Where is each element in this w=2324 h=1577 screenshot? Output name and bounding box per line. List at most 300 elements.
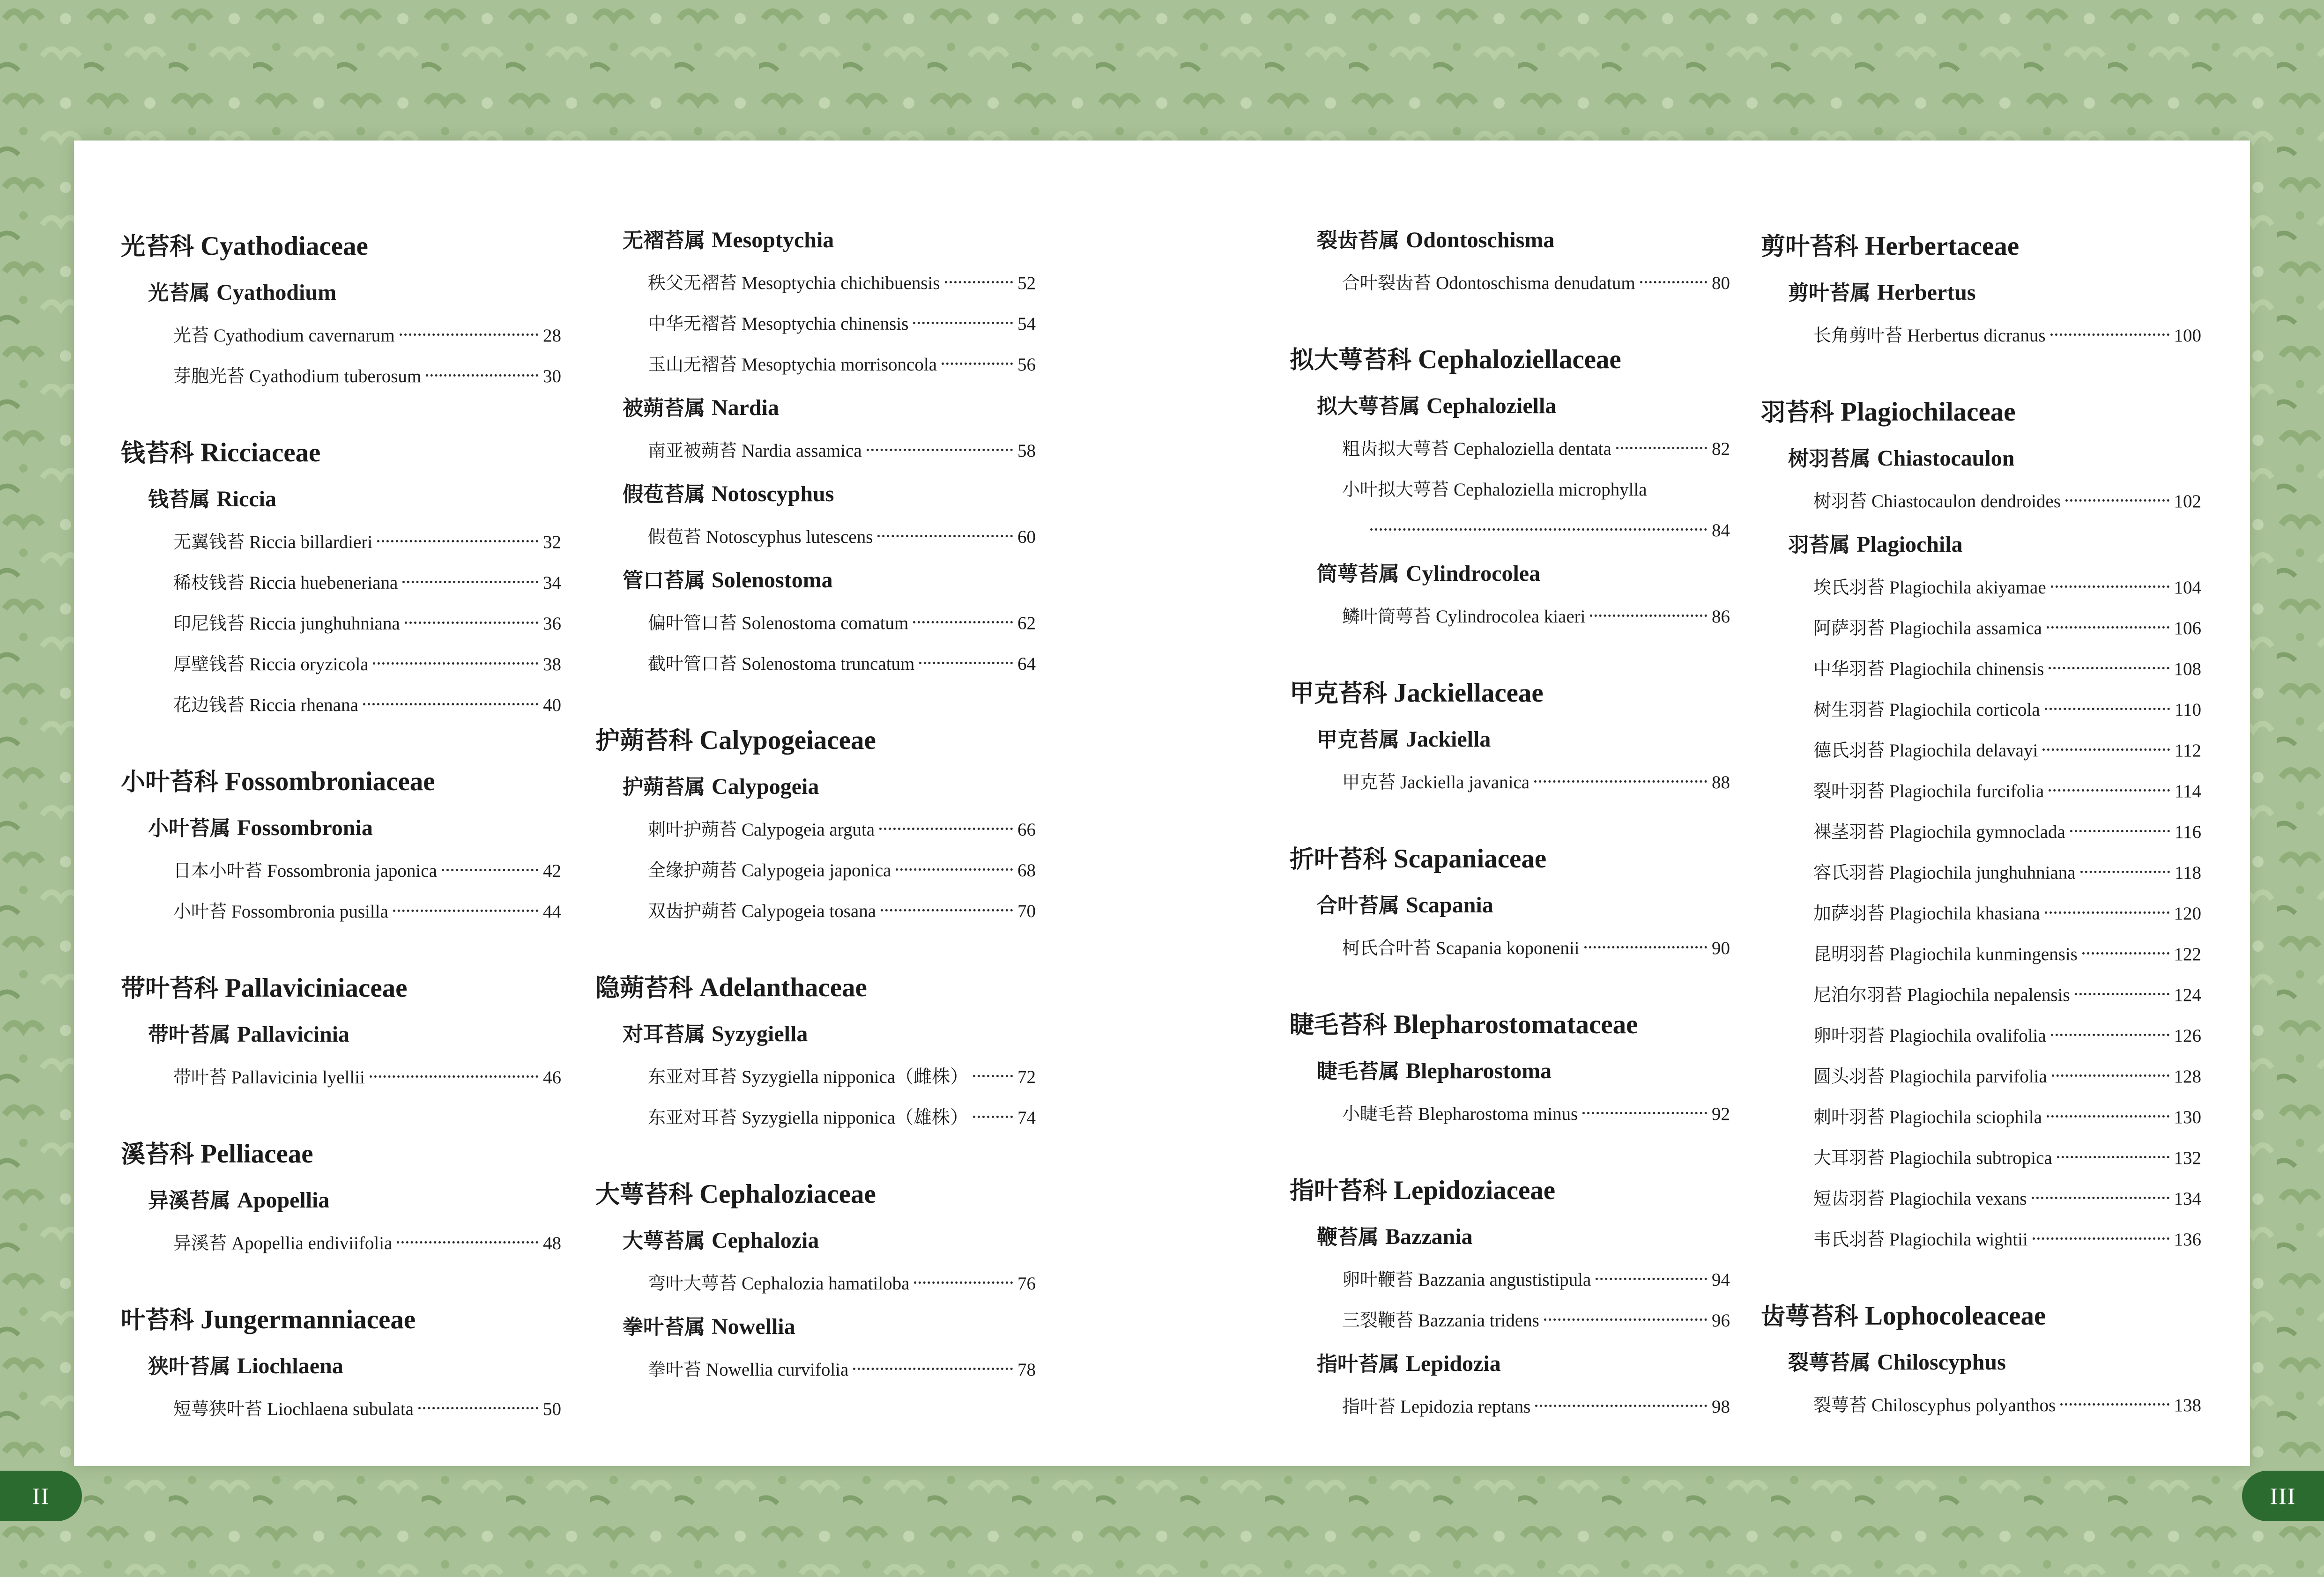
genus-heading — [1290, 1341, 1730, 1386]
dot-leader — [405, 622, 538, 624]
family-heading — [1290, 1167, 1730, 1214]
toc-entry[interactable] — [595, 517, 1036, 557]
family-heading — [1761, 223, 2201, 270]
species-name-latin: Plagiochila kunmingensis — [1889, 944, 2078, 964]
toc-entry[interactable] — [1761, 689, 2201, 730]
family-name-latin: Calypogeiaceae — [699, 726, 876, 755]
section-spacer — [1290, 1134, 1730, 1167]
family-name-latin: Lepidoziaceae — [1394, 1176, 1556, 1205]
genus-name-cn: 大萼苔属 — [623, 1229, 705, 1253]
species-name-latin: Odontoschisma denudatum — [1436, 273, 1635, 293]
species-name-latin: Pallavicinia lyellii — [231, 1067, 365, 1088]
page-ref: 104 — [2174, 577, 2201, 598]
genus-name-latin: Bazzania — [1385, 1224, 1473, 1249]
genus-name-latin: Cephaloziella — [1426, 393, 1557, 418]
page-number-left: II — [0, 1471, 82, 1521]
species-name-cn: 小叶苔 — [173, 901, 227, 922]
genus-name-cn: 异溪苔属 — [148, 1189, 230, 1213]
toc-entry[interactable] — [121, 1223, 561, 1264]
genus-heading — [121, 270, 561, 315]
dot-leader — [942, 363, 1013, 365]
genus-name-cn: 拳叶苔属 — [623, 1315, 705, 1339]
family-name-latin: Pelliaceae — [200, 1139, 313, 1169]
species-name-latin: Nowellia curvifolia — [706, 1360, 849, 1380]
genus-heading — [1761, 522, 2201, 567]
page-ref: 90 — [1712, 938, 1730, 958]
genus-name-cn: 小叶苔属 — [148, 816, 230, 840]
toc-entry[interactable] — [595, 1097, 1036, 1138]
species-name-latin: Calypogeia japonica — [742, 860, 891, 881]
page-ref: 116 — [2174, 822, 2201, 842]
species-name-latin: Plagiochila chinensis — [1889, 659, 2044, 679]
toc-entry[interactable] — [121, 603, 561, 644]
dot-leader — [919, 662, 1013, 664]
page-ref: 60 — [1017, 527, 1036, 547]
toc-entry[interactable] — [1761, 567, 2201, 608]
species-name-latin: Blepharostoma minus — [1418, 1104, 1578, 1124]
page-ref: 120 — [2174, 903, 2201, 924]
species-name-cn: 无翼钱苔 — [173, 532, 245, 552]
species-name-cn: 弯叶大萼苔 — [648, 1273, 737, 1294]
genus-heading — [121, 476, 561, 522]
dot-leader — [1616, 447, 1707, 449]
family-name-cn: 睫毛苔科 — [1290, 1011, 1388, 1039]
genus-heading — [121, 805, 561, 851]
genus-heading — [595, 217, 1036, 263]
page-ref: 44 — [543, 902, 561, 922]
family-name-cn: 大萼苔科 — [595, 1181, 693, 1209]
toc-entry[interactable] — [1761, 1097, 2201, 1138]
genus-heading — [595, 471, 1036, 517]
genus-name-latin: Riccia — [216, 487, 276, 511]
toc-entry[interactable] — [1290, 1259, 1730, 1300]
toc-entry[interactable] — [1290, 263, 1730, 304]
genus-name-latin: Lepidozia — [1406, 1351, 1501, 1376]
family-heading — [595, 964, 1036, 1011]
toc-entry[interactable] — [1290, 1300, 1730, 1341]
species-name-latin: Bazzania tridens — [1418, 1310, 1539, 1331]
species-name-cn: 短齿羽苔 — [1813, 1188, 1885, 1209]
page-ref: 42 — [543, 861, 561, 881]
species-name-cn: 容氏羽苔 — [1813, 862, 1885, 883]
species-name-cn: 异溪苔 — [173, 1233, 227, 1253]
page-ref: 52 — [1017, 273, 1036, 293]
page-ref: 74 — [1017, 1108, 1036, 1128]
dot-leader — [2075, 993, 2169, 995]
toc-entry[interactable] — [595, 1057, 1036, 1097]
genus-name-latin: Herbertus — [1877, 280, 1976, 305]
family-name-latin: Jackiellaceae — [1394, 678, 1544, 708]
species-name-cn: 埃氏羽苔 — [1813, 577, 1885, 598]
genus-name-cn: 筒萼苔属 — [1317, 562, 1399, 586]
toc-entry[interactable] — [1761, 649, 2201, 689]
species-name-latin: Syzygiella nipponica（雄株） — [742, 1108, 969, 1128]
species-name-cn: 花边钱苔 — [173, 695, 245, 715]
page-ref: 112 — [2174, 740, 2201, 761]
toc-entry[interactable] — [121, 522, 561, 563]
dot-leader — [2032, 1197, 2169, 1199]
page-ref: 36 — [543, 614, 561, 634]
genus-heading — [1290, 383, 1730, 429]
species-name-cn: 柯氏合叶苔 — [1342, 938, 1432, 958]
dot-leader — [393, 910, 538, 912]
species-name-cn: 昆明羽苔 — [1813, 944, 1885, 964]
species-name-cn: 全缘护蒴苔 — [648, 860, 737, 881]
genus-name-cn: 无褶苔属 — [623, 229, 705, 252]
toc-entry[interactable] — [1761, 893, 2201, 934]
section-spacer — [595, 684, 1036, 717]
family-name-cn: 指叶苔科 — [1290, 1177, 1388, 1205]
toc-entry[interactable] — [1761, 1015, 2201, 1056]
species-name-cn: 卵叶羽苔 — [1813, 1025, 1885, 1046]
toc-entry[interactable] — [1761, 1138, 2201, 1178]
dot-leader — [418, 1407, 538, 1409]
genus-name-cn: 狭叶苔属 — [148, 1355, 230, 1378]
page-ref: 40 — [543, 695, 561, 715]
species-name-cn: 刺叶护蒴苔 — [648, 819, 737, 840]
dot-leader — [2045, 708, 2170, 710]
toc-entry[interactable] — [1761, 481, 2201, 522]
dot-leader — [881, 909, 1013, 911]
species-name-cn: 加萨羽苔 — [1813, 903, 1885, 924]
genus-name-cn: 睫毛苔属 — [1317, 1059, 1399, 1083]
toc-entry[interactable] — [1761, 1219, 2201, 1260]
toc-entry[interactable] — [595, 263, 1036, 304]
genus-heading — [121, 1343, 561, 1389]
genus-name-cn: 裂萼苔属 — [1788, 1351, 1871, 1375]
genus-name-latin: Plagiochila — [1856, 532, 1963, 557]
page-ref: 38 — [543, 654, 561, 674]
toc-entry[interactable] — [595, 603, 1036, 644]
toc-entry[interactable] — [121, 685, 561, 726]
toc-entry[interactable] — [1761, 1056, 2201, 1097]
species-name-cn: 中华无褶苔 — [648, 313, 737, 334]
species-name-latin: Lepidozia reptans — [1400, 1397, 1531, 1417]
contents-column-3 — [1290, 217, 1730, 1427]
species-name-latin: Plagiochila assamica — [1889, 618, 2042, 638]
family-name-cn: 拟大萼苔科 — [1290, 346, 1412, 374]
dot-leader — [2047, 626, 2169, 629]
genus-name-cn: 对耳苔属 — [623, 1022, 705, 1046]
family-name-latin: Cyathodiaceae — [200, 231, 368, 261]
species-name-latin: Plagiochila khasiana — [1889, 903, 2040, 924]
family-heading — [1290, 1001, 1730, 1048]
species-name-latin: Jackiella javanica — [1400, 772, 1530, 792]
genus-name-latin: Liochlaena — [237, 1354, 343, 1378]
dot-leader — [2080, 871, 2170, 873]
section-spacer — [121, 726, 561, 758]
family-name-cn: 隐蒴苔科 — [595, 974, 693, 1002]
genus-heading — [121, 1177, 561, 1223]
toc-entry[interactable] — [1290, 928, 1730, 969]
family-name-latin: Plagiochilaceae — [1841, 397, 2016, 427]
species-name-latin: Riccia rhenana — [249, 695, 358, 715]
dot-leader — [2060, 1403, 2169, 1406]
page-ref: 62 — [1017, 613, 1036, 633]
genus-name-latin: Notoscyphus — [712, 481, 834, 506]
toc-entry[interactable] — [595, 891, 1036, 932]
dot-leader — [2049, 789, 2170, 792]
page-ref: 122 — [2174, 944, 2201, 964]
toc-entry[interactable] — [1761, 975, 2201, 1015]
genus-heading — [1290, 217, 1730, 263]
genus-name-cn: 管口苔属 — [623, 569, 705, 592]
section-spacer — [595, 1138, 1036, 1171]
page-ref: 58 — [1017, 441, 1036, 461]
dot-leader — [973, 1116, 1013, 1118]
species-name-cn: 阿萨羽苔 — [1813, 618, 1885, 638]
family-name-latin: Ricciaceae — [200, 438, 321, 467]
family-heading — [121, 1131, 561, 1177]
page-ref: 86 — [1712, 607, 1730, 627]
section-spacer — [1290, 304, 1730, 336]
toc-entry[interactable] — [1761, 315, 2201, 356]
toc-entry[interactable] — [595, 430, 1036, 471]
genus-heading — [595, 764, 1036, 809]
page-ref: 64 — [1017, 654, 1036, 674]
species-name-cn: 截叶管口苔 — [648, 653, 737, 674]
toc-entry[interactable] — [1290, 469, 1730, 510]
family-name-cn: 羽苔科 — [1761, 399, 1834, 427]
species-name-cn: 厚壁钱苔 — [173, 654, 245, 674]
page-ref: 100 — [2174, 326, 2201, 346]
page-ref: 134 — [2174, 1189, 2201, 1209]
dot-leader — [913, 322, 1013, 324]
species-name-cn: 大耳羽苔 — [1813, 1148, 1885, 1168]
species-name-latin: Mesoptychia morrisoncola — [742, 355, 937, 375]
dot-leader — [370, 1075, 538, 1078]
toc-entry[interactable] — [121, 356, 561, 397]
genus-name-latin: Odontoschisma — [1406, 228, 1555, 252]
dot-leader — [2070, 830, 2170, 832]
genus-name-cn: 被蒴苔属 — [623, 396, 705, 420]
family-name-cn: 甲克苔科 — [1290, 680, 1388, 708]
species-name-cn: 粗齿拟大萼苔 — [1342, 438, 1449, 459]
genus-heading — [595, 557, 1036, 603]
dot-leader — [2051, 1034, 2169, 1036]
dot-leader — [867, 449, 1013, 451]
toc-entry[interactable] — [121, 644, 561, 685]
page-ref: 94 — [1712, 1270, 1730, 1290]
page-ref: 130 — [2174, 1107, 2201, 1127]
toc-entry[interactable] — [1761, 1385, 2201, 1426]
page-ref: 68 — [1017, 860, 1036, 881]
toc-entry[interactable] — [1290, 596, 1730, 637]
species-name-cn: 圆头羽苔 — [1813, 1066, 1885, 1087]
dot-leader — [913, 621, 1013, 623]
family-name-latin: Lophocoleaceae — [1865, 1301, 2046, 1331]
genus-name-cn: 拟大萼苔属 — [1317, 394, 1420, 418]
species-name-cn: 树生羽苔 — [1813, 699, 1885, 720]
family-heading — [121, 965, 561, 1012]
genus-heading — [595, 1011, 1036, 1057]
dot-leader — [945, 281, 1013, 283]
toc-entry[interactable] — [121, 891, 561, 932]
toc-entry[interactable] — [1761, 771, 2201, 812]
species-name-latin: Calypogeia arguta — [742, 820, 875, 840]
toc-entry[interactable] — [1761, 934, 2201, 975]
dot-leader — [1582, 1112, 1707, 1114]
genus-name-cn: 护蒴苔属 — [623, 775, 705, 799]
family-name-cn: 剪叶苔科 — [1761, 233, 1859, 261]
species-name-latin: Notoscyphus lutescens — [706, 527, 873, 547]
page-ref: 124 — [2174, 985, 2201, 1005]
species-name-cn: 东亚对耳苔 — [648, 1107, 737, 1128]
genus-name-cn: 带叶苔属 — [148, 1023, 230, 1047]
page-ref: 114 — [2174, 781, 2201, 801]
dot-leader — [2065, 499, 2169, 502]
dot-leader — [1534, 780, 1707, 783]
species-name-latin: Cyathodium cavernarum — [214, 326, 395, 346]
toc-entry[interactable] — [1761, 1178, 2201, 1219]
toc-entry[interactable] — [595, 1349, 1036, 1390]
genus-heading — [1761, 270, 2201, 315]
page-ref: 50 — [543, 1399, 561, 1419]
family-name-latin: Herbertaceae — [1865, 231, 2020, 261]
toc-entry[interactable] — [1761, 608, 2201, 649]
toc-entry[interactable] — [121, 315, 561, 356]
species-name-cn: 韦氏羽苔 — [1813, 1229, 1885, 1250]
species-name-latin: Plagiochila subtropica — [1889, 1148, 2052, 1168]
toc-entry[interactable] — [595, 1263, 1036, 1304]
toc-entry[interactable] — [121, 1057, 561, 1098]
family-heading — [595, 717, 1036, 764]
genus-heading — [1290, 551, 1730, 596]
species-name-cn: 玉山无褶苔 — [648, 354, 737, 375]
page-ref: 30 — [543, 366, 561, 386]
dot-leader — [2082, 952, 2169, 955]
family-name-latin: Scapaniaceae — [1394, 844, 1547, 874]
species-name-cn: 鳞叶筒萼苔 — [1342, 606, 1432, 627]
toc-entry[interactable] — [1290, 762, 1730, 803]
toc-entry[interactable] — [121, 851, 561, 891]
dot-leader — [402, 581, 538, 583]
genus-name-latin: Scapania — [1406, 893, 1493, 918]
genus-name-latin: Nardia — [712, 395, 779, 420]
page-ref: 80 — [1712, 273, 1730, 293]
dot-leader — [397, 1241, 538, 1244]
genus-name-cn: 指叶苔属 — [1317, 1352, 1399, 1376]
toc-entry[interactable] — [1290, 1386, 1730, 1427]
family-name-cn: 钱苔科 — [121, 439, 194, 467]
family-name-latin: Cephaloziaceae — [699, 1179, 876, 1209]
section-spacer — [1290, 637, 1730, 670]
section-spacer — [121, 397, 561, 429]
species-name-cn: 南亚被蒴苔 — [648, 440, 737, 461]
species-name-cn: 裸茎羽苔 — [1813, 822, 1885, 842]
toc-entry[interactable] — [595, 850, 1036, 891]
toc-entry[interactable] — [121, 563, 561, 603]
toc-entry[interactable] — [1761, 852, 2201, 893]
species-name-latin: Cephaloziella dentata — [1454, 439, 1611, 459]
dot-leader — [877, 535, 1013, 537]
page-ref: 132 — [2174, 1148, 2201, 1168]
page-ref: 72 — [1017, 1067, 1036, 1087]
species-name-latin: Plagiochila gymnoclada — [1889, 822, 2065, 842]
dot-leader — [2033, 1237, 2169, 1240]
page-ref: 128 — [2174, 1066, 2201, 1087]
genus-name-cn: 合叶苔属 — [1317, 894, 1399, 918]
toc-entry[interactable] — [595, 809, 1036, 850]
genus-name-latin: Chiastocaulon — [1877, 446, 2015, 471]
species-name-cn: 芽胞光苔 — [173, 366, 245, 386]
family-name-cn: 带叶苔科 — [121, 975, 219, 1003]
dot-leader — [2052, 1074, 2169, 1077]
species-name-latin: Plagiochila akiyamae — [1889, 577, 2046, 598]
page-ref: 82 — [1712, 439, 1730, 459]
toc-entry[interactable] — [595, 644, 1036, 684]
page-ref: 88 — [1712, 772, 1730, 792]
toc-entry[interactable] — [595, 304, 1036, 344]
family-heading — [1761, 389, 2201, 436]
section-spacer — [121, 932, 561, 965]
page-number-right: III — [2242, 1471, 2324, 1521]
toc-entry[interactable] — [1290, 1094, 1730, 1134]
page-ref: 110 — [2174, 700, 2201, 720]
toc-entry[interactable] — [121, 1389, 561, 1429]
toc-entry[interactable] — [595, 344, 1036, 385]
family-name-cn: 小叶苔科 — [121, 768, 219, 796]
dot-leader — [2050, 333, 2169, 336]
genus-heading — [1290, 1048, 1730, 1094]
dot-leader — [1544, 1318, 1707, 1321]
species-name-cn: 卵叶鞭苔 — [1342, 1269, 1414, 1290]
species-name-latin: Mesoptychia chinensis — [742, 314, 909, 334]
section-spacer — [121, 1098, 561, 1131]
family-name-cn: 光苔科 — [121, 233, 194, 261]
family-name-latin: Jungermanniaceae — [200, 1305, 416, 1334]
dot-leader — [2051, 585, 2169, 588]
family-heading — [121, 223, 561, 270]
dot-leader — [400, 333, 538, 336]
page-ref: 28 — [543, 326, 561, 346]
family-heading — [1290, 836, 1730, 882]
genus-name-cn: 树羽苔属 — [1788, 447, 1871, 471]
dot-leader — [2047, 1115, 2169, 1118]
genus-heading — [1290, 882, 1730, 928]
species-name-cn: 长角剪叶苔 — [1813, 325, 1903, 346]
species-name-latin: Cyathodium tuberosum — [249, 366, 422, 386]
page-ref: 46 — [543, 1067, 561, 1088]
species-name-latin: Fossombronia japonica — [267, 861, 437, 881]
dot-leader — [973, 1075, 1013, 1077]
genus-name-latin: Blepharostoma — [1406, 1059, 1552, 1083]
genus-name-latin: Pallavicinia — [237, 1022, 349, 1047]
section-spacer — [121, 1264, 561, 1296]
section-spacer — [1761, 356, 2201, 389]
toc-entry-continuation[interactable] — [1290, 510, 1730, 551]
page-ref: 78 — [1017, 1360, 1036, 1380]
species-name-cn: 印尼钱苔 — [173, 613, 245, 634]
dot-leader — [2049, 667, 2169, 669]
species-name-latin: Mesoptychia chichibuensis — [742, 273, 940, 293]
toc-entry[interactable] — [1290, 429, 1730, 469]
contents-column-2 — [595, 217, 1036, 1390]
genus-name-latin: Apopellia — [237, 1188, 330, 1213]
toc-entry[interactable] — [1761, 812, 2201, 852]
genus-heading — [1761, 1340, 2201, 1385]
family-name-latin: Fossombroniaceae — [225, 767, 435, 796]
genus-heading — [595, 385, 1036, 430]
genus-name-cn: 钱苔属 — [148, 488, 210, 511]
family-heading — [121, 429, 561, 476]
species-name-latin: Cylindrocolea kiaeri — [1436, 607, 1586, 627]
species-name-latin: Solenostoma comatum — [742, 613, 909, 633]
species-name-latin: Plagiochila delavayi — [1889, 740, 2038, 761]
page-ref: 76 — [1017, 1273, 1036, 1294]
species-name-latin: Plagiochila wightii — [1889, 1229, 2028, 1250]
toc-entry[interactable] — [1761, 730, 2201, 771]
